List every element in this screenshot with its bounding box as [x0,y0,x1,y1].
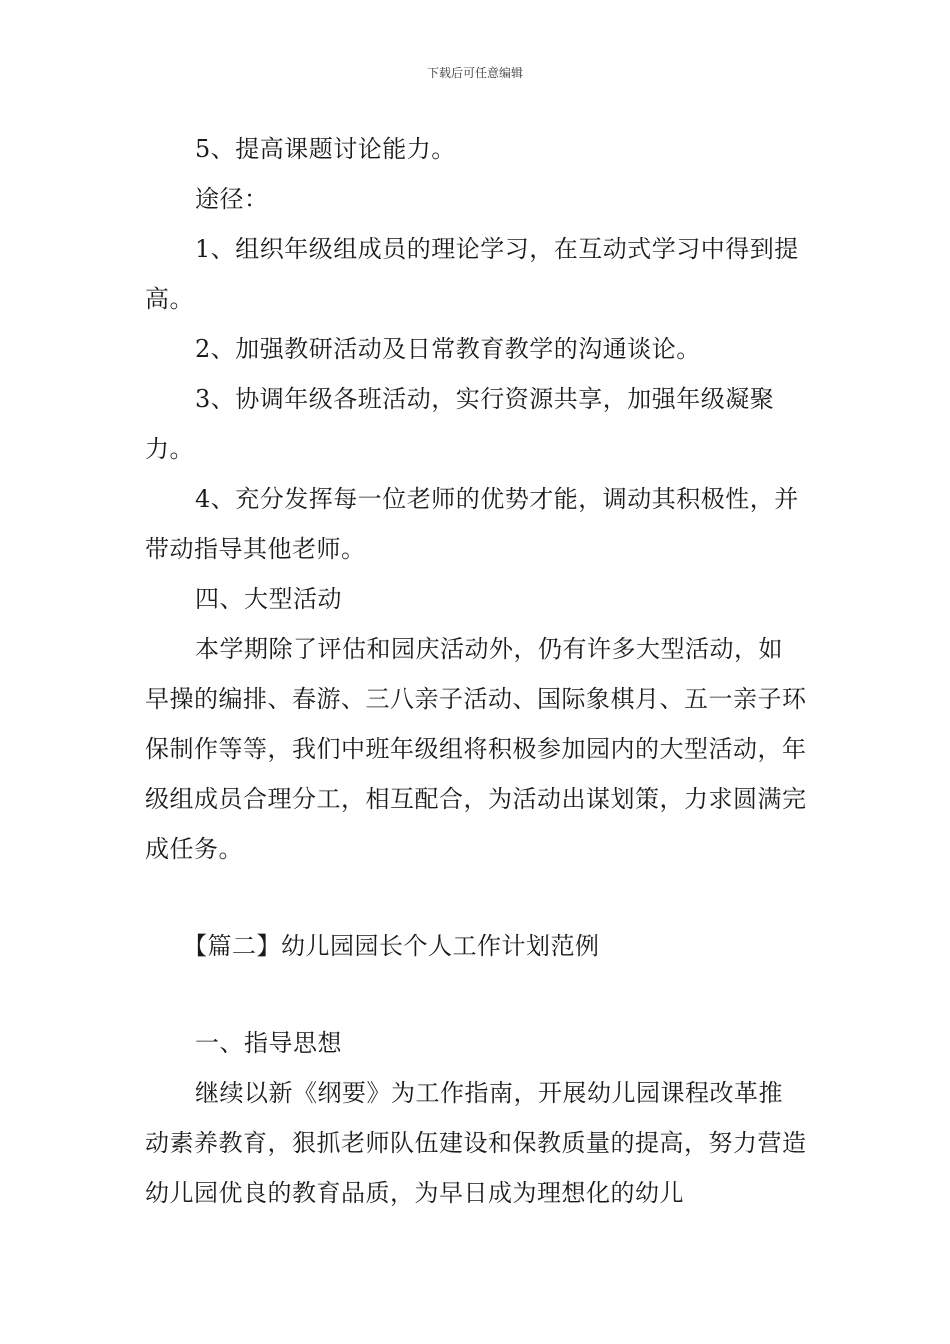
paragraph: 继续以新《纲要》为工作指南，开展幼儿园课程改革推动素养教育，狠抓老师队伍建设和保教质量的提高，努力营造幼儿园优良的教育品质，为早日成为理想化的幼儿 [145,1079,807,1207]
paragraph: 途径： [195,185,269,213]
paragraph: 1、组织年级组成员的理论学习，在互动式学习中得到提高。 [145,235,799,313]
article-title: 【篇二】幼儿园园长个人工作计划范例 [183,932,600,960]
section-heading: 一、指导思想 [195,1029,342,1057]
page-header: 下载后可任意编辑 [426,66,523,80]
document-body [145,124,807,1218]
section-heading: 四、大型活动 [195,585,342,613]
paragraph: 2、加强教研活动及日常教育教学的沟通谈论。 [195,335,701,363]
paragraph: 3、协调年级各班活动，实行资源共享，加强年级凝聚力。 [145,385,775,463]
paragraph: 4、充分发挥每一位老师的优势才能，调动其积极性，并带动指导其他老师。 [145,485,799,563]
paragraph: 5、提高课题讨论能力。 [195,135,456,163]
paragraph: 本学期除了评估和园庆活动外，仍有许多大型活动，如早操的编排、春游、三八亲子活动、国际象棋月、五一亲子环保制作等等，我们中班年级组将积极参加园内的大型活动，年级组成员合理分工，相互配合，为活动出谋划策，力求圆满完成任务。 [145,635,807,863]
